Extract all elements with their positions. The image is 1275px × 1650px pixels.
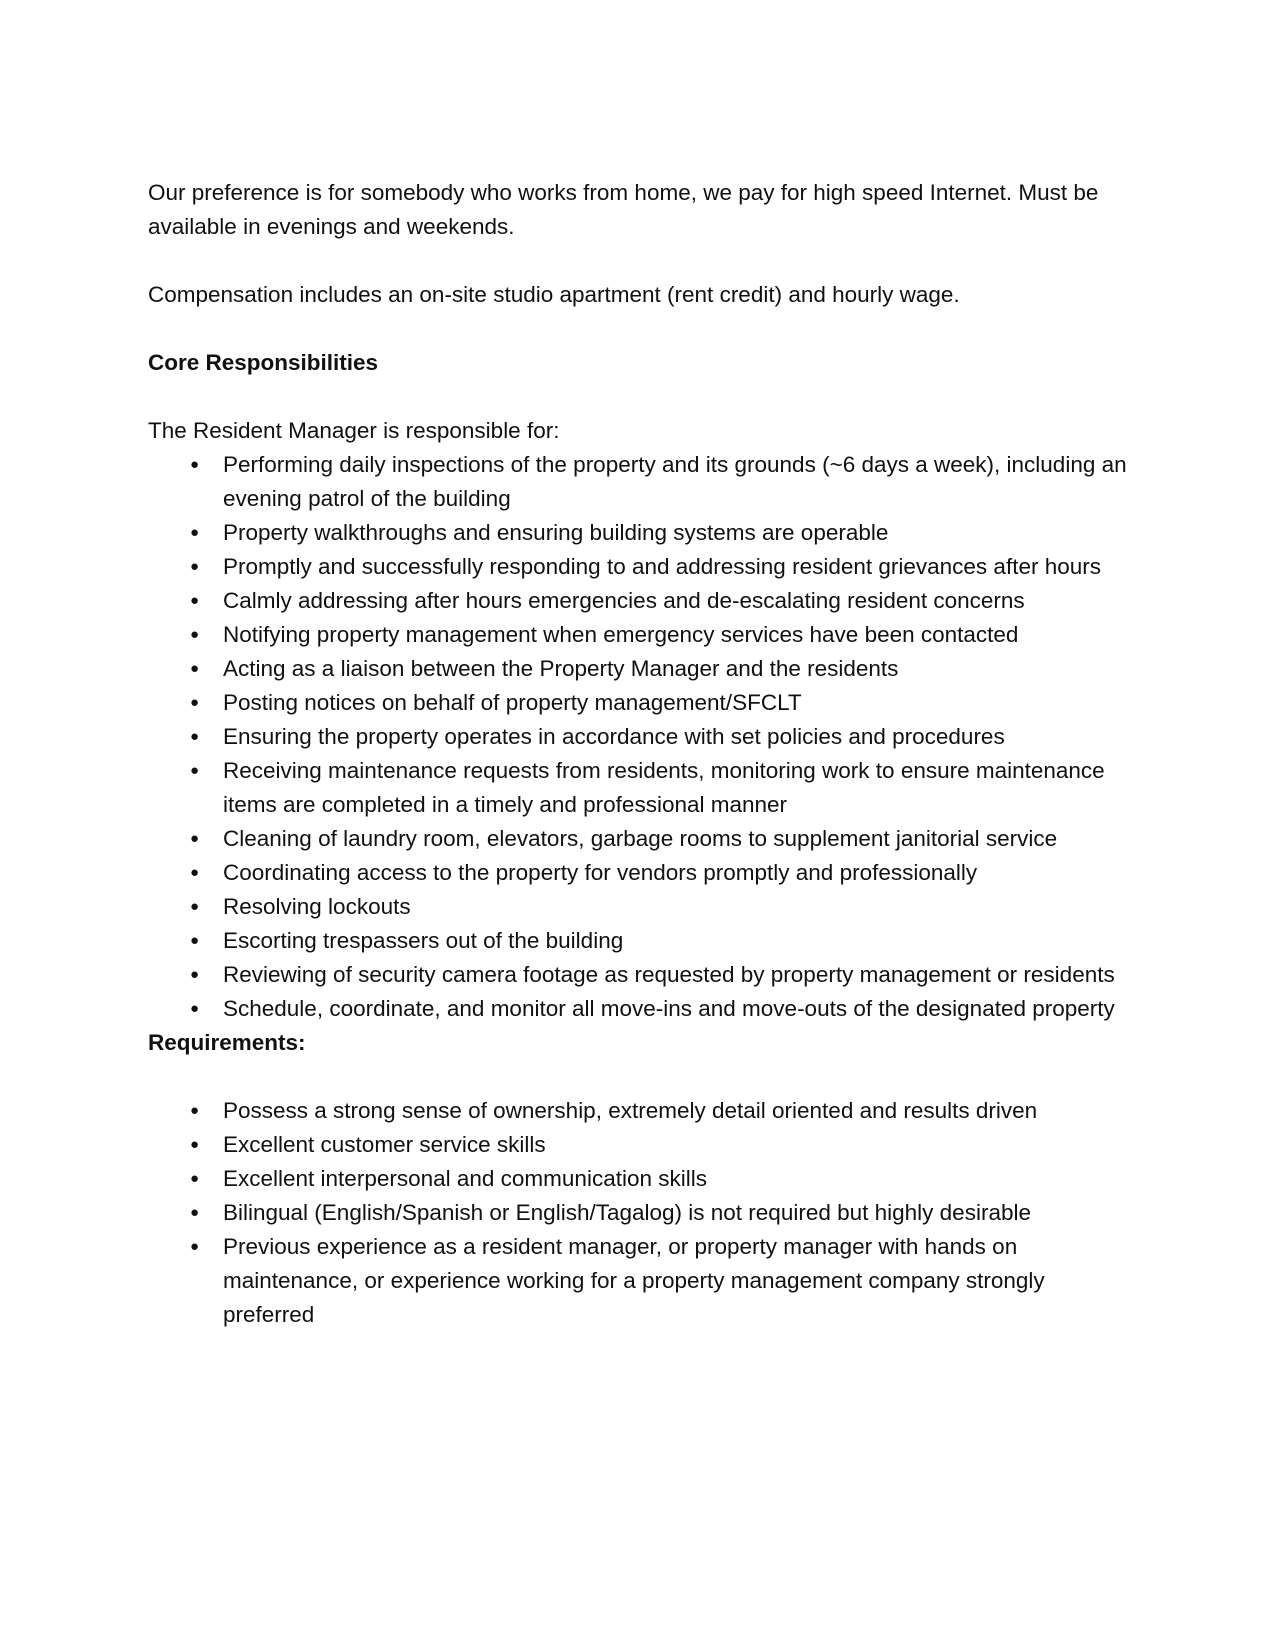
list-item-text: Performing daily inspections of the property and its grounds (~6 days a week), including an evening patrol of the building: [223, 452, 1127, 511]
bullet-icon: ●: [190, 762, 200, 779]
bullet-icon: ●: [190, 932, 200, 949]
responsibilities-intro: The Resident Manager is responsible for:: [148, 418, 560, 443]
bullet-icon: ●: [190, 592, 200, 609]
list-item-text: Excellent interpersonal and communication skills: [223, 1166, 707, 1191]
list-item-text: Notifying property management when emergency services have been contacted: [223, 622, 1019, 647]
list-item-text: Promptly and successfully responding to and addressing resident grievances after hours: [223, 554, 1101, 579]
bullet-icon: ●: [190, 1102, 200, 1119]
bullet-icon: ●: [190, 626, 200, 643]
bullet-icon: ●: [190, 966, 200, 983]
list-item-text: Calmly addressing after hours emergencies and de-escalating resident concerns: [223, 588, 1025, 613]
list-item: [148, 924, 1133, 958]
bullet-icon: ●: [190, 864, 200, 881]
list-item-text: Possess a strong sense of ownership, extremely detail oriented and results driven: [223, 1098, 1038, 1123]
document-body: [148, 176, 1133, 1332]
bullet-icon: ●: [190, 1136, 200, 1153]
list-item: [148, 584, 1133, 618]
bullet-icon: ●: [190, 1170, 200, 1187]
core-responsibilities-heading: Core Responsibilities: [148, 350, 379, 375]
list-item-text: Ensuring the property operates in accordance with set policies and procedures: [223, 724, 1005, 749]
list-item-text: Previous experience as a resident manager, or property manager with hands on maintenance, or experience working for a property management company strongly preferred: [223, 1234, 1045, 1327]
bullet-icon: ●: [190, 524, 200, 541]
list-item: [148, 1230, 1133, 1332]
bullet-icon: ●: [190, 558, 200, 575]
list-item: [148, 720, 1133, 754]
list-item-text: Property walkthroughs and ensuring building systems are operable: [223, 520, 889, 545]
list-item-text: Schedule, coordinate, and monitor all move-ins and move-outs of the designated property: [223, 996, 1115, 1021]
list-item-text: Bilingual (English/Spanish or English/Tagalog) is not required but highly desirable: [223, 1200, 1031, 1225]
list-item: [148, 1196, 1133, 1230]
bullet-icon: ●: [190, 1204, 200, 1221]
list-item: [148, 652, 1133, 686]
requirements-list: [148, 1094, 1133, 1332]
list-item: [148, 890, 1133, 924]
list-item: [148, 856, 1133, 890]
list-item: [148, 550, 1133, 584]
bullet-icon: ●: [190, 1000, 200, 1017]
bullet-icon: ●: [190, 1238, 200, 1255]
bullet-icon: ●: [190, 728, 200, 745]
bullet-icon: ●: [190, 456, 200, 473]
bullet-icon: ●: [190, 694, 200, 711]
list-item: [148, 1094, 1133, 1128]
list-item: [148, 1162, 1133, 1196]
list-item-text: Resolving lockouts: [223, 894, 411, 919]
list-item-text: Receiving maintenance requests from residents, monitoring work to ensure maintenance items are completed in a timely and professional manner: [223, 758, 1105, 817]
list-item: [148, 992, 1133, 1026]
list-item: [148, 448, 1133, 516]
bullet-icon: ●: [190, 898, 200, 915]
compensation-paragraph: Compensation includes an on-site studio apartment (rent credit) and hourly wage.: [148, 282, 960, 307]
list-item: [148, 686, 1133, 720]
bullet-icon: ●: [190, 660, 200, 677]
preference-paragraph: Our preference is for somebody who works from home, we pay for high speed Internet. Must be available in evenings and weekends.: [148, 180, 1099, 239]
list-item-text: Acting as a liaison between the Property Manager and the residents: [223, 656, 899, 681]
responsibilities-list: [148, 448, 1133, 1026]
list-item-text: Posting notices on behalf of property management/SFCLT: [223, 690, 802, 715]
requirements-heading: Requirements:: [148, 1030, 306, 1055]
list-item: [148, 958, 1133, 992]
list-item-text: Coordinating access to the property for vendors promptly and professionally: [223, 860, 978, 885]
list-item-text: Excellent customer service skills: [223, 1132, 546, 1157]
list-item-text: Reviewing of security camera footage as requested by property management or residents: [223, 962, 1115, 987]
list-item: [148, 822, 1133, 856]
list-item: [148, 618, 1133, 652]
list-item-text: Cleaning of laundry room, elevators, garbage rooms to supplement janitorial service: [223, 826, 1058, 851]
list-item-text: Escorting trespassers out of the building: [223, 928, 624, 953]
list-item: [148, 754, 1133, 822]
list-item: [148, 1128, 1133, 1162]
bullet-icon: ●: [190, 830, 200, 847]
list-item: [148, 516, 1133, 550]
